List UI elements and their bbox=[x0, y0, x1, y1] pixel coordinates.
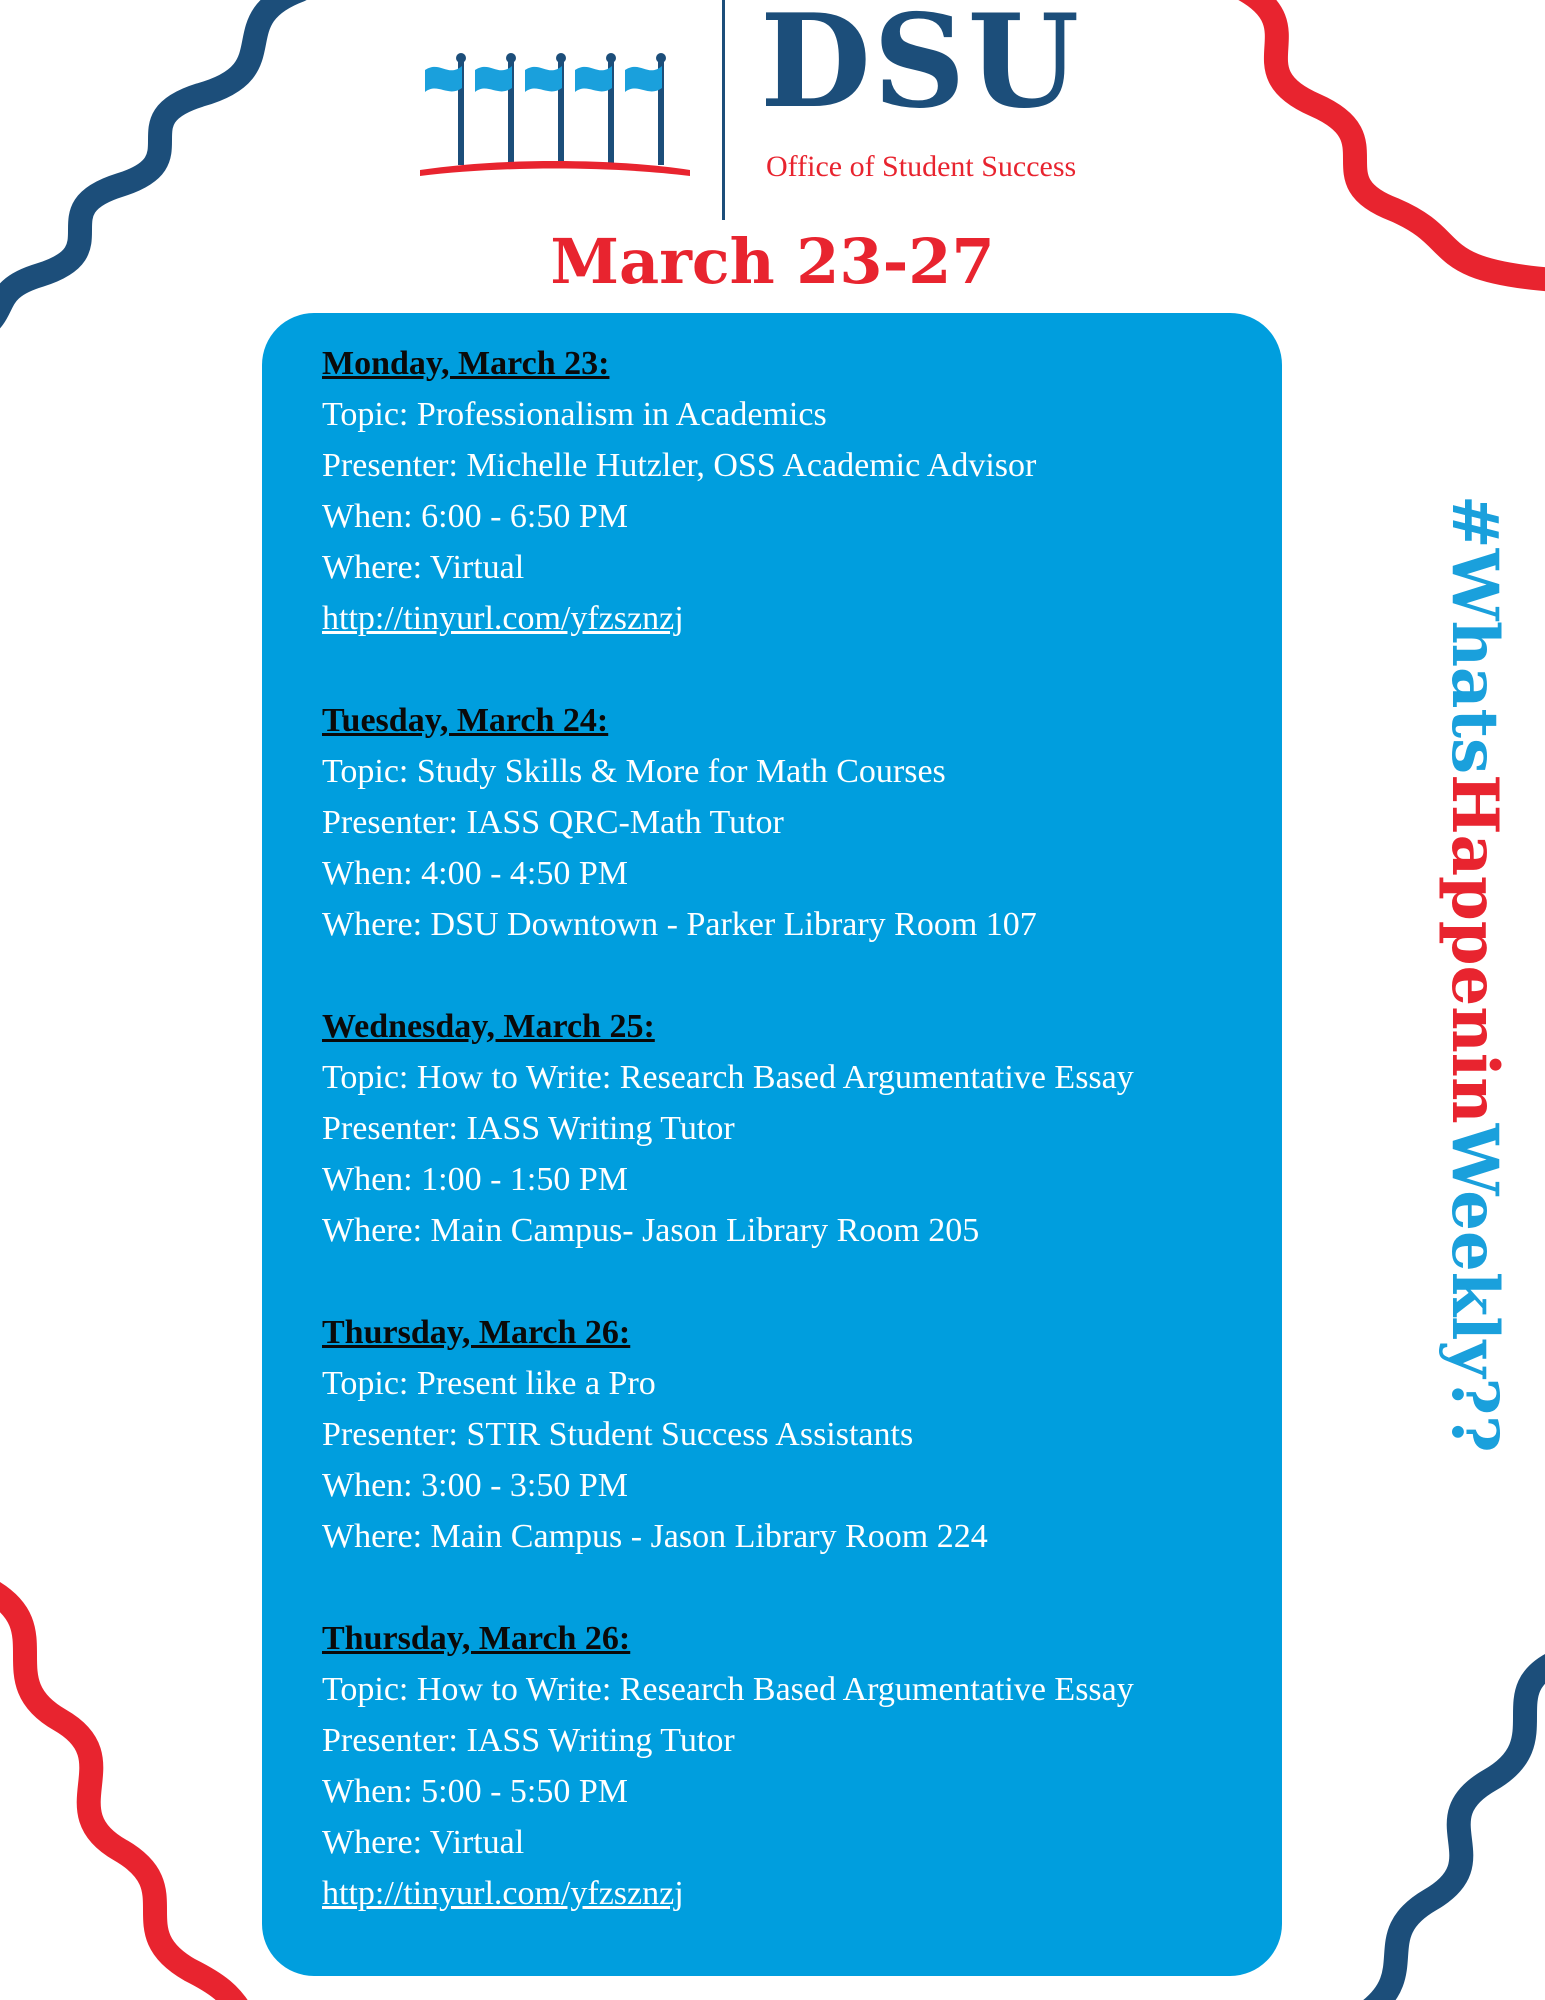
event-day: Monday, March 23: bbox=[322, 345, 610, 382]
event-topic: Topic: Present like a Pro bbox=[322, 1365, 656, 1402]
event-day: Wednesday, March 25: bbox=[322, 1008, 655, 1045]
event-when: When: 5:00 - 5:50 PM bbox=[322, 1773, 628, 1810]
event-topic: Topic: Professionalism in Academics bbox=[322, 396, 827, 433]
event-presenter: Presenter: Michelle Hutzler, OSS Academic Advisor bbox=[322, 447, 1037, 484]
hashtag-part-2: Happenin bbox=[1437, 774, 1512, 1124]
event-presenter: Presenter: IASS Writing Tutor bbox=[322, 1110, 735, 1147]
date-range-title: March 23-27 bbox=[550, 225, 995, 298]
header-logo bbox=[420, 0, 1140, 220]
event-day: Thursday, March 26: bbox=[322, 1314, 631, 1351]
squiggle-bottom-left bbox=[0, 1570, 280, 2000]
event-day: Tuesday, March 24: bbox=[322, 702, 609, 739]
event-where: Where: Main Campus- Jason Library Room 205 bbox=[322, 1212, 980, 1249]
event-where: Where: Virtual bbox=[322, 549, 525, 586]
logo-divider bbox=[722, 0, 725, 220]
event-thursday-1 bbox=[322, 1307, 1252, 1562]
event-where: Where: Main Campus - Jason Library Room 224 bbox=[322, 1518, 988, 1555]
event-topic: Topic: Study Skills & More for Math Courses bbox=[322, 753, 946, 790]
event-when: When: 4:00 - 4:50 PM bbox=[322, 855, 628, 892]
event-wednesday bbox=[322, 1001, 1252, 1256]
event-when: When: 3:00 - 3:50 PM bbox=[322, 1467, 628, 1504]
event-presenter: Presenter: STIR Student Success Assistants bbox=[322, 1416, 914, 1453]
logo-wordmark: DSU bbox=[760, 0, 1082, 137]
event-monday bbox=[322, 338, 1252, 644]
event-link[interactable]: http://tinyurl.com/yfzsznzj bbox=[322, 1875, 684, 1912]
hashtag-part-1: #Whats bbox=[1437, 495, 1512, 775]
event-when: When: 1:00 - 1:50 PM bbox=[322, 1161, 628, 1198]
event-where: Where: DSU Downtown - Parker Library Room 107 bbox=[322, 906, 1037, 943]
event-thursday-2 bbox=[322, 1613, 1252, 1919]
squiggle-bottom-right bbox=[1330, 1640, 1545, 2000]
event-topic: Topic: How to Write: Research Based Argumentative Essay bbox=[322, 1671, 1134, 1708]
flagpoles-icon bbox=[420, 30, 690, 180]
event-when: When: 6:00 - 6:50 PM bbox=[322, 498, 628, 535]
hashtag-banner bbox=[1437, 495, 1512, 1453]
hashtag-part-3: Weekly?? bbox=[1437, 1123, 1512, 1453]
event-topic: Topic: How to Write: Research Based Argumentative Essay bbox=[322, 1059, 1134, 1096]
event-list bbox=[322, 338, 1252, 1970]
event-presenter: Presenter: IASS QRC-Math Tutor bbox=[322, 804, 784, 841]
event-link[interactable]: http://tinyurl.com/yfzsznzj bbox=[322, 600, 684, 637]
event-where: Where: Virtual bbox=[322, 1824, 525, 1861]
event-presenter: Presenter: IASS Writing Tutor bbox=[322, 1722, 735, 1759]
event-tuesday bbox=[322, 695, 1252, 950]
event-day: Thursday, March 26: bbox=[322, 1620, 631, 1657]
logo-subtitle: Office of Student Success bbox=[766, 150, 1077, 183]
